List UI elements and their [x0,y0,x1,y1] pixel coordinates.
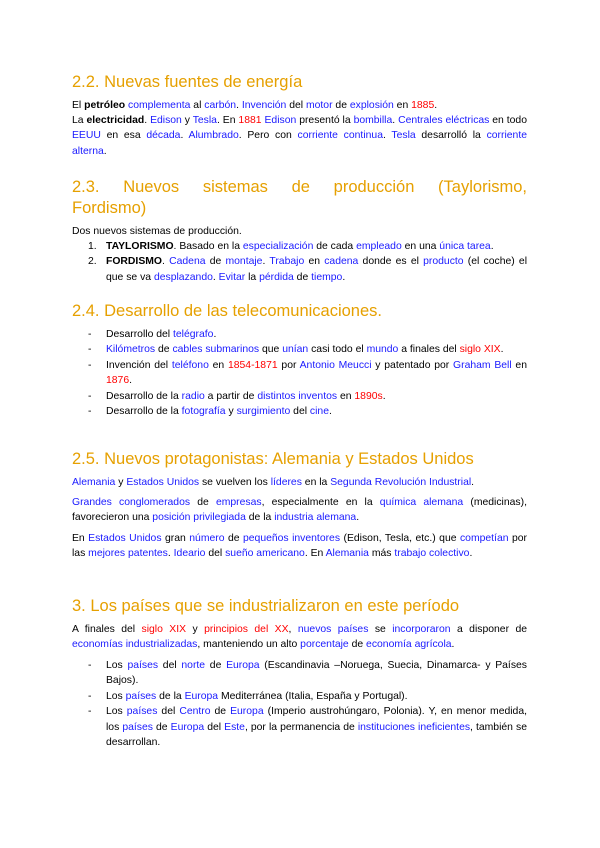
highlight-blue: surgimiento [236,406,291,418]
text-run: del [158,660,182,671]
text-run: (Escandinavia –Noruega, Suecia, Dinamarca- y Países Bajos). [106,660,527,687]
highlight-blue: Centrales eléctricas [398,115,490,126]
list-item [72,404,527,419]
text-run: de [190,497,216,508]
text-run: El [72,100,85,111]
text-run: de [205,660,227,671]
text-run: y patentado por [371,359,454,371]
highlight-blue: Europa [170,721,205,733]
text-run: . [212,271,219,283]
list-marker: - [88,329,92,340]
highlight-blue: Alemania [72,477,116,488]
text-run: . [144,115,151,126]
highlight-blue: bombilla [353,115,393,126]
highlight-blue: Graham Bell [453,359,512,371]
heading-2-3-continued: Fordismo) [72,199,147,217]
text-run: en todo [489,115,527,126]
paragraph [72,531,527,562]
text-run: la [245,271,260,283]
highlight-blue: década [146,130,181,142]
text-run: . [382,390,386,402]
highlight-blue: unían [282,344,309,356]
highlight-blue: países [125,690,157,702]
text-run: A finales del [72,624,142,635]
text-run: y [115,477,127,488]
text-run: en [393,100,412,111]
highlight-blue: producto [423,256,464,268]
heading-2-2: 2.2. Nuevas fuentes de energía [72,73,303,91]
highlight-blue: desplazando [153,271,213,283]
text-run: por [277,359,300,371]
highlight-blue: empresas [215,497,262,508]
list-marker: 1. [88,241,97,252]
highlight-red: siglo XIX [141,624,187,635]
list-item [72,254,527,285]
text-run: . [469,548,473,560]
text-run: . [392,115,399,126]
highlight-blue: países [126,706,158,718]
highlight-blue: competían [459,533,509,544]
paragraph: Dos nuevos sistemas de producción. [72,226,242,237]
highlight-blue: montaje [225,256,263,268]
highlight-blue: mejores patentes [88,548,168,560]
text-run: . [129,375,133,387]
text-run: Los [106,690,126,702]
text-run: , manteniendo un alto [197,639,301,651]
text-run: y [225,406,237,418]
text-run: al [190,100,205,111]
text-run: presentó la [296,115,354,126]
text-run: (medicinas), favorecieron una [72,497,527,524]
highlight-blue: Alumbrado [188,130,239,142]
paragraph [72,113,527,159]
bold-term: FORDISMO [106,256,162,268]
list-item [72,342,527,357]
highlight-blue: Este [224,721,245,733]
text-run: a disponer de [450,624,528,635]
text-run: de [293,271,312,283]
text-run: . [471,477,475,488]
highlight-red: siglo XIX [459,344,501,356]
bold-term: petróleo [84,100,126,111]
highlight-blue: Europa [184,690,219,702]
text-run: de la [245,512,275,524]
text-run: gran [161,533,190,544]
highlight-blue: Edison [264,115,297,126]
list-marker: - [88,706,92,718]
text-run: . [356,512,360,524]
highlight-blue: fotografía [181,406,226,418]
text-run: (el coche) el que se va [106,256,528,283]
text-run: del [157,706,180,718]
list-item [72,327,527,342]
highlight-blue: explosión [349,100,394,111]
bullet-list [72,658,527,750]
highlight-blue: especialización [242,241,314,252]
text-run: Mediterránea (Italia, España y Portugal). [218,690,408,702]
highlight-blue: carbón [204,100,237,111]
text-run: . En [304,548,326,560]
highlight-blue: radio [181,390,205,402]
highlight-blue: trabajo colectivo [394,548,470,560]
text-run: . Basado en la [173,241,243,252]
highlight-blue: Tesla [391,130,416,142]
highlight-blue: Estados Unidos [88,533,162,544]
list-item [72,389,527,404]
text-run: . [180,130,189,142]
text-run: de [332,100,350,111]
highlight-blue: Estados Unidos [126,477,200,488]
highlight-blue: líderes [270,477,302,488]
text-run: . [328,406,332,418]
heading-2-4: 2.4. Desarrollo de las telecomunicaciones. [72,302,382,320]
highlight-blue: Kilómetros [106,344,156,356]
list-item [72,658,527,689]
highlight-blue: tiempo [311,271,343,283]
text-run: La [72,115,87,126]
highlight-blue: Grandes conglomerados [72,497,191,508]
text-run: . [451,639,455,651]
highlight-blue: porcentaje [300,639,349,651]
text-run: y [181,115,193,126]
highlight-blue: Trabajo [269,256,305,268]
highlight-blue: Alemania [325,548,369,560]
text-run: , también se desarrollan. [106,721,527,749]
highlight-blue: Centro [179,706,211,718]
highlight-red: 1890s [354,390,383,402]
text-run: casi todo el [308,344,367,356]
text-run: . [262,256,270,268]
text-run: en [304,256,325,268]
text-run: . [103,145,107,157]
text-run: de [155,344,173,356]
text-run: de [205,256,226,268]
list-marker: - [88,390,92,402]
text-run: . [434,100,438,111]
paragraph [72,98,527,113]
text-run: (Edison, Tesla, etc.) que [340,533,460,544]
highlight-red: 1881 [238,115,262,126]
text-run: , [288,624,298,635]
highlight-blue: países [122,721,153,733]
highlight-blue: instituciones ineficientes [357,721,471,733]
text-run: . [382,130,392,142]
text-run: . [490,241,494,252]
highlight-blue: nuevos países [297,624,369,635]
text-run: en la [301,477,331,488]
list-marker: - [88,359,92,371]
list-marker: - [88,406,92,418]
bold-term: TAYLORISMO [106,241,174,252]
paragraph [72,495,527,526]
highlight-blue: complementa [128,100,191,111]
highlight-blue: química alemana [379,497,464,508]
list-marker: - [88,690,92,702]
highlight-red: 1854-1871 [227,359,278,371]
paragraph [72,475,527,490]
highlight-blue: Ideario [173,548,206,560]
highlight-blue: cables submarinos [172,344,260,356]
highlight-blue: Segunda Revolución Industrial [330,477,472,488]
list-item [72,704,527,750]
text-run: del [286,100,306,111]
highlight-blue: norte [181,660,206,671]
text-run: Los [106,706,127,718]
highlight-blue: empleado [356,241,402,252]
text-run: del [290,406,310,418]
text-run: se vuelven los [199,477,271,488]
highlight-blue: pérdida [259,271,294,283]
bold-term: electricidad [86,115,145,126]
highlight-blue: incorporaron [392,624,451,635]
list-item [72,689,527,704]
text-run: a finales del [398,344,460,356]
highlight-blue: economías industrializadas [72,639,198,651]
highlight-red: 1876 [106,375,130,387]
highlight-blue: Europa [226,660,260,671]
text-run: por las [72,533,527,560]
highlight-red: 1885 [411,100,435,111]
text-run: en esa [100,130,147,142]
heading-3: 3. Los países que se industrializaron en este período [72,597,460,615]
highlight-blue: sueño americano [225,548,305,560]
text-run: en una [401,241,440,252]
list-marker: 2. [88,256,97,268]
text-run: donde es el [358,256,424,268]
heading-2-3: 2.3. Nuevos sistemas de producción (Taylorismo, [72,178,527,196]
text-run: de la [156,690,185,702]
highlight-blue: Evitar [218,271,246,283]
text-run: Invención del [106,359,172,371]
heading-2-5: 2.5. Nuevos protagonistas: Alemania y Estados Unidos [72,450,474,468]
highlight-blue: distintos inventos [257,390,338,402]
highlight-blue: corriente continua [297,130,383,142]
numbered-list [72,239,527,285]
text-run: . En [216,115,239,126]
text-run: se [368,624,393,635]
highlight-blue: única tarea [439,241,491,252]
text-run: de [152,721,171,733]
list-item [72,239,527,254]
text-run: en [511,359,527,371]
text-run: , especialmente en la [261,497,380,508]
highlight-blue: telégrafo [173,329,214,340]
highlight-blue: pequeños inventores [242,533,341,544]
highlight-blue: cine [309,406,329,418]
highlight-blue: Antonio Meucci [299,359,372,371]
list-marker: - [88,660,92,671]
text-run: Desarrollo de la [106,406,182,418]
highlight-blue: posición privilegiada [152,512,246,524]
text-run: . [342,271,346,283]
text-run: en [337,390,355,402]
text-run: . [162,256,170,268]
highlight-blue: Tesla [192,115,217,126]
highlight-blue: EEUU [72,130,101,142]
text-run: de [348,639,367,651]
bullet-list [72,327,527,419]
text-run: que [259,344,283,356]
text-run: . [213,329,217,340]
highlight-blue: motor [305,100,333,111]
highlight-blue: número [189,533,225,544]
text-run: En [72,533,89,544]
text-run: , por la permanencia de [244,721,358,733]
paragraph [72,622,527,653]
list-item [72,358,527,389]
highlight-blue: Edison [150,115,182,126]
highlight-blue: Invención [241,100,287,111]
highlight-blue: países [127,660,159,671]
text-run: Desarrollo del [106,329,173,340]
text-run: Desarrollo de la [106,390,182,402]
list-marker: - [88,344,92,356]
highlight-blue: corriente alterna [72,130,527,157]
text-run: del [205,548,226,560]
text-run: . [500,344,504,356]
text-run: en [208,359,228,371]
text-run: Los [106,660,128,671]
highlight-blue: Cadena [169,256,206,268]
text-run: de cada [313,241,357,252]
text-run: del [204,721,225,733]
highlight-blue: Europa [230,706,264,718]
highlight-blue: mundo [366,344,399,356]
text-run: más [368,548,395,560]
text-run: de [224,533,243,544]
highlight-blue: teléfono [171,359,209,371]
text-run: . [236,100,242,111]
text-run: . Pero con [238,130,298,142]
highlight-red: principios del XX [204,624,289,635]
text-run: y [186,624,205,635]
highlight-blue: economía agrícola [366,639,452,651]
text-run: . [167,548,174,560]
text-run: a partir de [204,390,258,402]
text-run: desarrolló la [415,130,487,142]
highlight-blue: cadena [324,256,359,268]
highlight-blue: industria alemana [274,512,357,524]
text-run: de [210,706,231,718]
text-run: (Imperio austrohúngaro, Polonia). Y, en menor medida, los [106,706,527,733]
